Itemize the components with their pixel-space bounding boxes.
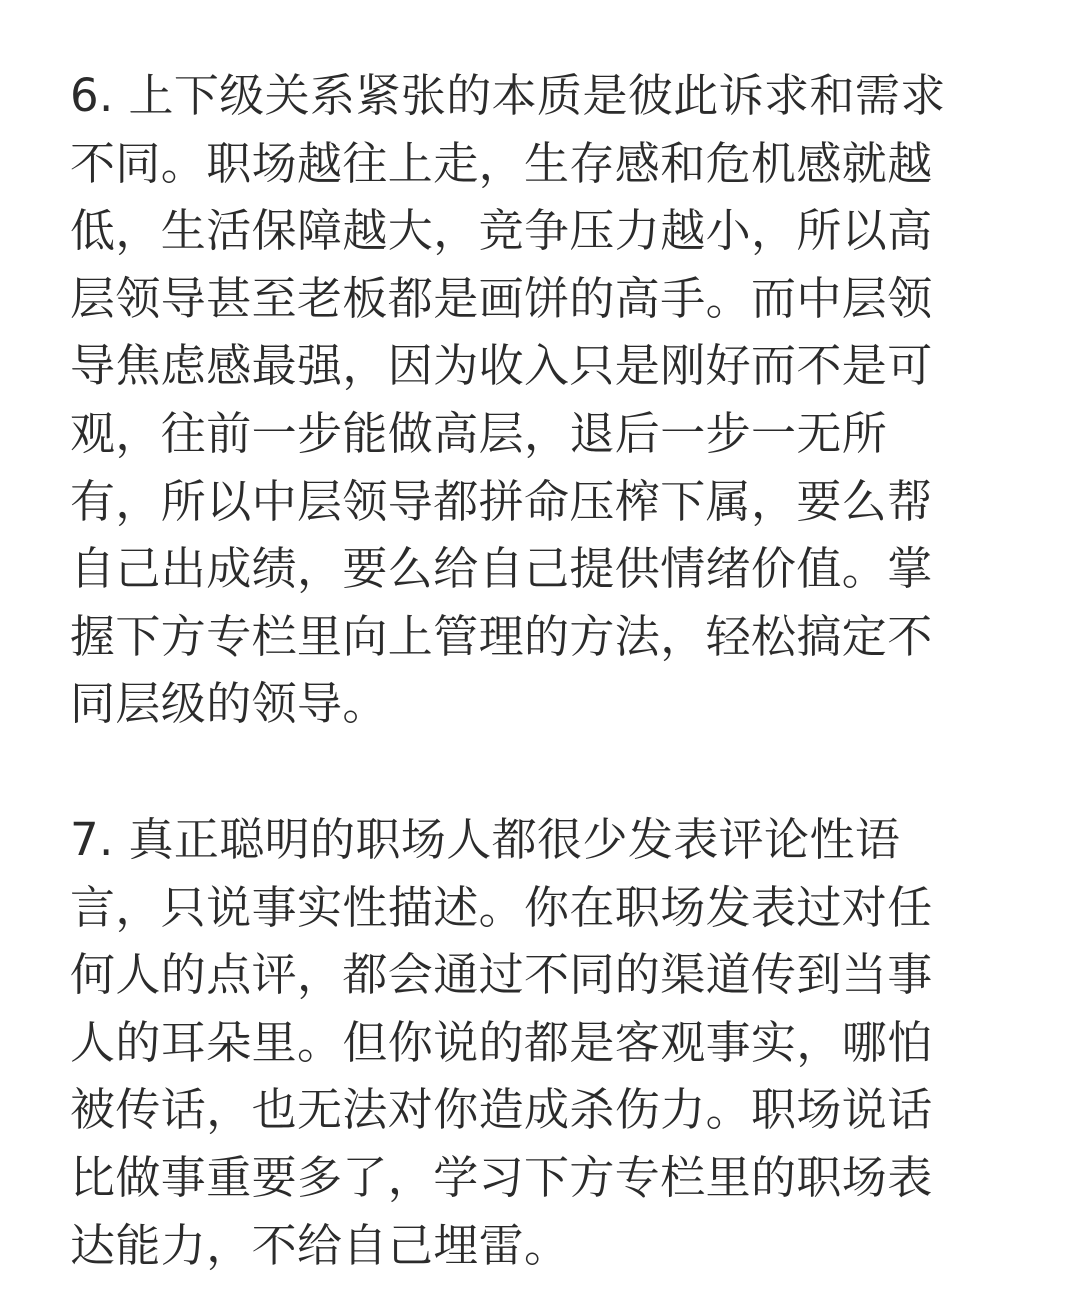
- text-line: 被传话，也无法对你造成杀伤力。职场说话: [70, 1083, 933, 1137]
- text-line: 比做事重要多了，学习下方专栏里的职场表: [70, 1150, 933, 1204]
- text-line: 自己出成绩，要么给自己提供情绪价值。掌: [70, 542, 933, 596]
- text-line: 6. 上下级关系紧张的本质是彼此诉求和需求: [70, 69, 946, 122]
- text-line: 何人的点评，都会通过不同的渠道传到当事: [70, 948, 933, 1002]
- text-line: 握下方专栏里向上管理的方法，轻松搞定不: [70, 609, 933, 663]
- text-line: 7. 真正聪明的职场人都很少发表评论性语: [70, 812, 901, 866]
- paragraph-7: [70, 806, 1000, 1279]
- text-line: 人的耳朵里。但你说的都是客观事实，哪怕: [70, 1015, 933, 1069]
- text-line: 同层级的领导。: [70, 677, 388, 731]
- text-line: 有，所以中层领导都拼命压榨下属，要么帮: [70, 474, 933, 528]
- text-line: 层领导甚至老板都是画饼的高手。而中层领: [70, 271, 933, 325]
- text-line: 言，只说事实性描述。你在职场发表过对任: [70, 880, 933, 934]
- paragraph-spacer: [70, 738, 1000, 806]
- text-line: 导焦虑感最强，因为收入只是刚好而不是可: [70, 339, 933, 393]
- text-line: 达能力，不给自己埋雷。: [70, 1218, 570, 1272]
- paragraph-6: [70, 62, 1000, 738]
- article-body: [70, 62, 1000, 1279]
- text-line: 低，生活保障越大，竞争压力越小，所以高: [70, 204, 933, 258]
- text-line: 不同。职场越往上走，生存感和危机感就越: [70, 136, 933, 190]
- text-line: 观，往前一步能做高层，退后一步一无所: [70, 406, 888, 460]
